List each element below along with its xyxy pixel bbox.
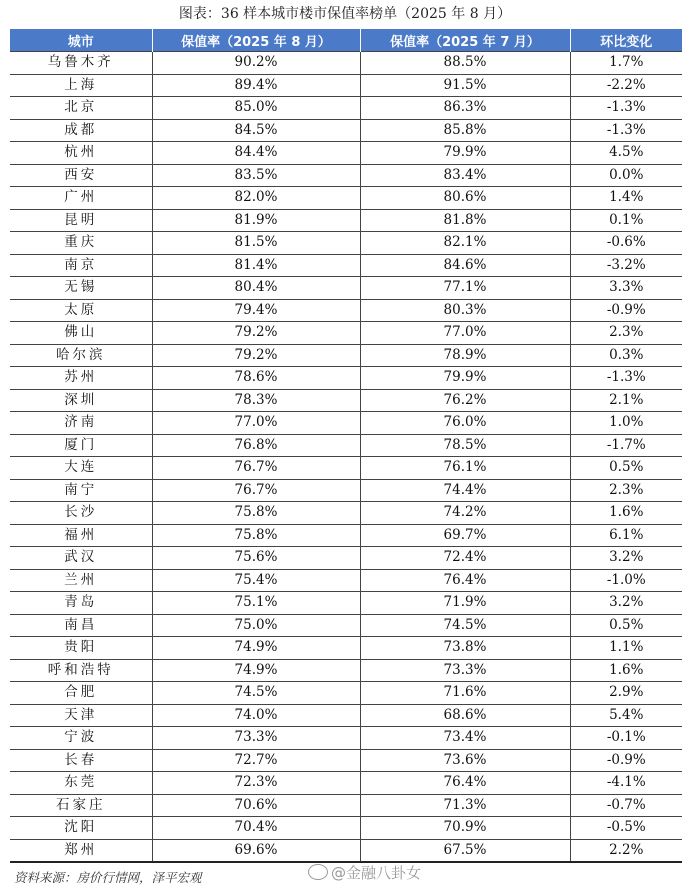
city-cell: 乌鲁木齐 (10, 52, 152, 75)
city-cell: 广州 (10, 187, 152, 210)
jul-rate-cell: 67.5% (360, 839, 570, 862)
aug-rate-cell: 84.5% (152, 119, 360, 142)
aug-rate-cell: 76.7% (152, 457, 360, 480)
city-cell: 无锡 (10, 277, 152, 300)
jul-rate-cell: 84.6% (360, 254, 570, 277)
change-cell: -4.1% (570, 772, 682, 795)
jul-rate-cell: 74.4% (360, 479, 570, 502)
table-row (10, 682, 682, 705)
table-row (10, 727, 682, 750)
table-row (10, 614, 682, 637)
table-row (10, 367, 682, 390)
city-cell: 长春 (10, 749, 152, 772)
aug-rate-cell: 70.4% (152, 817, 360, 840)
jul-rate-cell: 78.9% (360, 344, 570, 367)
change-cell: -2.2% (570, 74, 682, 97)
city-cell: 武汉 (10, 547, 152, 570)
city-cell: 呼和浩特 (10, 659, 152, 682)
city-cell: 青岛 (10, 592, 152, 615)
change-cell: -0.1% (570, 727, 682, 750)
city-cell: 南京 (10, 254, 152, 277)
city-cell: 重庆 (10, 232, 152, 255)
table-row (10, 142, 682, 165)
jul-rate-cell: 76.2% (360, 389, 570, 412)
table-row (10, 704, 682, 727)
jul-rate-cell: 80.6% (360, 187, 570, 210)
aug-rate-cell: 81.4% (152, 254, 360, 277)
header-change: 环比变化 (570, 29, 682, 52)
aug-rate-cell: 75.0% (152, 614, 360, 637)
aug-rate-cell: 72.3% (152, 772, 360, 795)
city-cell: 佛山 (10, 322, 152, 345)
table-row (10, 772, 682, 795)
table-row (10, 299, 682, 322)
jul-rate-cell: 77.0% (360, 322, 570, 345)
change-cell: -0.5% (570, 817, 682, 840)
jul-rate-cell: 76.4% (360, 569, 570, 592)
city-cell: 南昌 (10, 614, 152, 637)
jul-rate-cell: 71.3% (360, 794, 570, 817)
change-cell: 1.0% (570, 412, 682, 435)
change-cell: 0.3% (570, 344, 682, 367)
change-cell: 3.3% (570, 277, 682, 300)
jul-rate-cell: 76.4% (360, 772, 570, 795)
jul-rate-cell: 82.1% (360, 232, 570, 255)
aug-rate-cell: 84.4% (152, 142, 360, 165)
city-cell: 厦门 (10, 434, 152, 457)
jul-rate-cell: 73.8% (360, 637, 570, 660)
table-row (10, 749, 682, 772)
aug-rate-cell: 78.3% (152, 389, 360, 412)
city-cell: 福州 (10, 524, 152, 547)
table-row (10, 547, 682, 570)
table-row (10, 839, 682, 862)
table-row (10, 502, 682, 525)
aug-rate-cell: 70.6% (152, 794, 360, 817)
change-cell: 1.6% (570, 659, 682, 682)
table-row (10, 254, 682, 277)
jul-rate-cell: 74.5% (360, 614, 570, 637)
city-cell: 深圳 (10, 389, 152, 412)
aug-rate-cell: 79.2% (152, 322, 360, 345)
jul-rate-cell: 80.3% (360, 299, 570, 322)
jul-rate-cell: 85.8% (360, 119, 570, 142)
city-cell: 南宁 (10, 479, 152, 502)
table-title: 图表：36 样本城市楼市保值率榜单（2025 年 8 月） (178, 6, 512, 22)
aug-rate-cell: 76.8% (152, 434, 360, 457)
change-cell: 3.2% (570, 592, 682, 615)
change-cell: 5.4% (570, 704, 682, 727)
change-cell: 1.1% (570, 637, 682, 660)
aug-rate-cell: 82.0% (152, 187, 360, 210)
aug-rate-cell: 75.8% (152, 502, 360, 525)
city-cell: 上海 (10, 74, 152, 97)
jul-rate-cell: 72.4% (360, 547, 570, 570)
table-row (10, 119, 682, 142)
aug-rate-cell: 79.4% (152, 299, 360, 322)
aug-rate-cell: 74.0% (152, 704, 360, 727)
header-aug: 保值率（2025 年 8 月） (152, 29, 360, 52)
aug-rate-cell: 75.8% (152, 524, 360, 547)
table-row (10, 794, 682, 817)
change-cell: 2.1% (570, 389, 682, 412)
city-cell: 沈阳 (10, 817, 152, 840)
table-row (10, 322, 682, 345)
aug-rate-cell: 69.6% (152, 839, 360, 862)
table-row (10, 817, 682, 840)
aug-rate-cell: 80.4% (152, 277, 360, 300)
city-cell: 太原 (10, 299, 152, 322)
city-cell: 贵阳 (10, 637, 152, 660)
change-cell: -0.9% (570, 749, 682, 772)
table-row (10, 164, 682, 187)
change-cell: -1.3% (570, 97, 682, 120)
jul-rate-cell: 79.9% (360, 367, 570, 390)
table-row (10, 209, 682, 232)
change-cell: 0.0% (570, 164, 682, 187)
change-cell: -0.6% (570, 232, 682, 255)
city-cell: 兰州 (10, 569, 152, 592)
change-cell: -3.2% (570, 254, 682, 277)
table-row (10, 277, 682, 300)
table-row (10, 97, 682, 120)
jul-rate-cell: 73.4% (360, 727, 570, 750)
jul-rate-cell: 91.5% (360, 74, 570, 97)
jul-rate-cell: 73.3% (360, 659, 570, 682)
change-cell: -1.3% (570, 367, 682, 390)
change-cell: -1.0% (570, 569, 682, 592)
aug-rate-cell: 83.5% (152, 164, 360, 187)
change-cell: -1.3% (570, 119, 682, 142)
jul-rate-cell: 68.6% (360, 704, 570, 727)
change-cell: 3.2% (570, 547, 682, 570)
city-cell: 合肥 (10, 682, 152, 705)
table-row (10, 389, 682, 412)
jul-rate-cell: 81.8% (360, 209, 570, 232)
aug-rate-cell: 73.3% (152, 727, 360, 750)
jul-rate-cell: 77.1% (360, 277, 570, 300)
jul-rate-cell: 78.5% (360, 434, 570, 457)
table-row (10, 52, 682, 75)
change-cell: 2.3% (570, 479, 682, 502)
change-cell: -0.7% (570, 794, 682, 817)
table-row (10, 569, 682, 592)
change-cell: 1.4% (570, 187, 682, 210)
aug-rate-cell: 90.2% (152, 52, 360, 75)
aug-rate-cell: 79.2% (152, 344, 360, 367)
aug-rate-cell: 81.9% (152, 209, 360, 232)
city-cell: 大连 (10, 457, 152, 480)
aug-rate-cell: 75.6% (152, 547, 360, 570)
aug-rate-cell: 75.1% (152, 592, 360, 615)
city-cell: 宁波 (10, 727, 152, 750)
header-city: 城市 (10, 29, 152, 52)
table-row (10, 659, 682, 682)
city-cell: 苏州 (10, 367, 152, 390)
aug-rate-cell: 75.4% (152, 569, 360, 592)
aug-rate-cell: 78.6% (152, 367, 360, 390)
watermark-text: @金融八卦女 (331, 864, 422, 882)
jul-rate-cell: 76.1% (360, 457, 570, 480)
header-jul: 保值率（2025 年 7 月） (360, 29, 570, 52)
jul-rate-cell: 88.5% (360, 52, 570, 75)
aug-rate-cell: 81.5% (152, 232, 360, 255)
table-row (10, 592, 682, 615)
jul-rate-cell: 71.9% (360, 592, 570, 615)
table-row (10, 74, 682, 97)
change-cell: 0.5% (570, 614, 682, 637)
change-cell: 4.5% (570, 142, 682, 165)
aug-rate-cell: 74.9% (152, 637, 360, 660)
city-cell: 长沙 (10, 502, 152, 525)
city-cell: 济南 (10, 412, 152, 435)
city-cell: 西安 (10, 164, 152, 187)
aug-rate-cell: 72.7% (152, 749, 360, 772)
aug-rate-cell: 76.7% (152, 479, 360, 502)
change-cell: 6.1% (570, 524, 682, 547)
change-cell: 0.5% (570, 457, 682, 480)
city-cell: 哈尔滨 (10, 344, 152, 367)
city-cell: 天津 (10, 704, 152, 727)
change-cell: 2.3% (570, 322, 682, 345)
jul-rate-cell: 71.6% (360, 682, 570, 705)
jul-rate-cell: 74.2% (360, 502, 570, 525)
jul-rate-cell: 70.9% (360, 817, 570, 840)
table-row (10, 344, 682, 367)
city-cell: 郑州 (10, 839, 152, 862)
jul-rate-cell: 86.3% (360, 97, 570, 120)
table-row (10, 412, 682, 435)
jul-rate-cell: 73.6% (360, 749, 570, 772)
jul-rate-cell: 69.7% (360, 524, 570, 547)
table-row (10, 637, 682, 660)
table-row (10, 232, 682, 255)
aug-rate-cell: 77.0% (152, 412, 360, 435)
city-cell: 昆明 (10, 209, 152, 232)
aug-rate-cell: 74.5% (152, 682, 360, 705)
jul-rate-cell: 83.4% (360, 164, 570, 187)
header-row (10, 29, 682, 52)
change-cell: -0.9% (570, 299, 682, 322)
table-row (10, 524, 682, 547)
watermark (308, 862, 421, 883)
city-cell: 北京 (10, 97, 152, 120)
city-cell: 石家庄 (10, 794, 152, 817)
table-row (10, 187, 682, 210)
table-row (10, 457, 682, 480)
jul-rate-cell: 79.9% (360, 142, 570, 165)
city-cell: 成都 (10, 119, 152, 142)
table-row (10, 434, 682, 457)
change-cell: -1.7% (570, 434, 682, 457)
change-cell: 2.9% (570, 682, 682, 705)
change-cell: 2.2% (570, 839, 682, 862)
table-row (10, 479, 682, 502)
source-note: 资料来源：房价行情网，泽平宏观 (14, 870, 202, 885)
aug-rate-cell: 89.4% (152, 74, 360, 97)
retention-rate-table (10, 29, 682, 863)
aug-rate-cell: 85.0% (152, 97, 360, 120)
aug-rate-cell: 74.9% (152, 659, 360, 682)
change-cell: 0.1% (570, 209, 682, 232)
table-body (10, 52, 682, 863)
city-cell: 杭州 (10, 142, 152, 165)
change-cell: 1.7% (570, 52, 682, 75)
jul-rate-cell: 76.0% (360, 412, 570, 435)
change-cell: 1.6% (570, 502, 682, 525)
weibo-icon (308, 864, 328, 880)
city-cell: 东莞 (10, 772, 152, 795)
